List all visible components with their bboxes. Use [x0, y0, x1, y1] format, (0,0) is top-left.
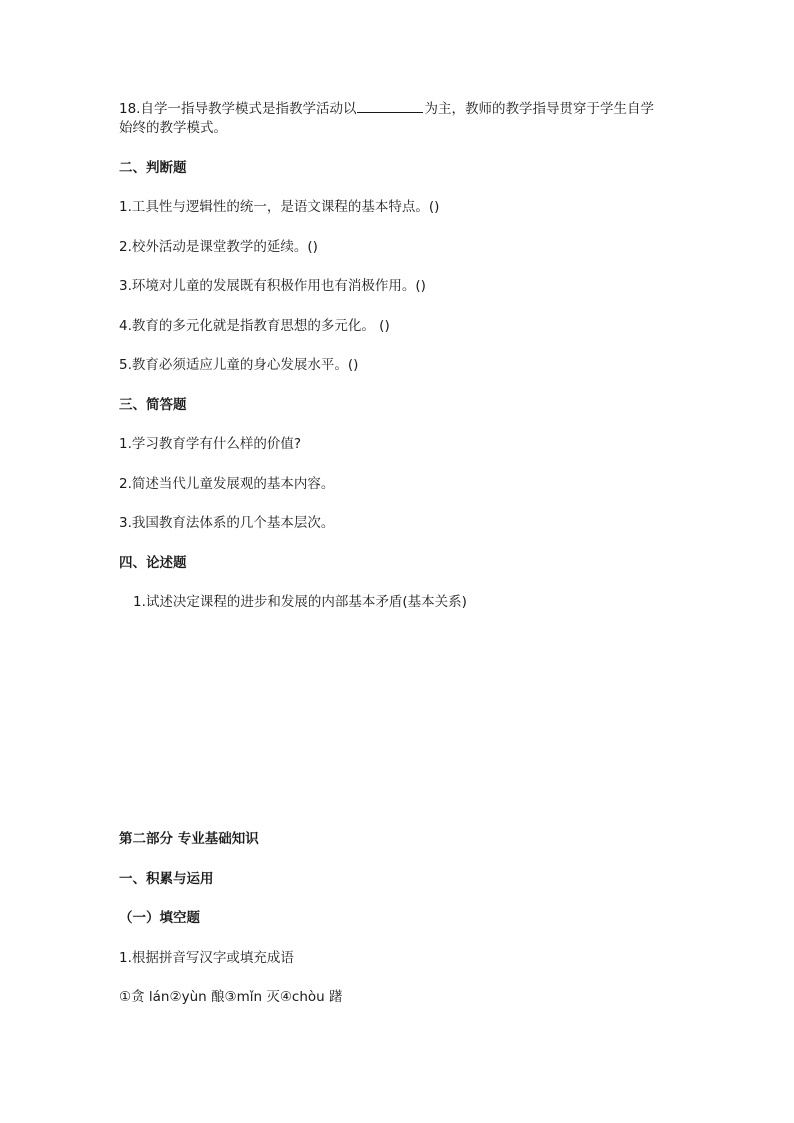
part2-question-1-items: ①贪 lán②yùn 酿③mǐn 灭④chòu 躇	[119, 989, 343, 1005]
section-title-judge: 二、判断题	[119, 160, 187, 176]
short-item: 3.我国教育法体系的几个基本层次。	[119, 515, 335, 531]
judge-item: 4.教育的多元化就是指教育思想的多元化。 ()	[119, 318, 390, 334]
q18-line1	[119, 98, 654, 119]
answer-blank[interactable]	[357, 98, 423, 113]
short-item: 1.学习教育学有什么样的价值?	[119, 436, 302, 452]
judge-item: 3.环境对儿童的发展既有积极作用也有消极作用。()	[119, 278, 426, 294]
part2-sub-subtitle: （一）填空题	[119, 910, 200, 926]
q18-line2: 始终的教学模式。	[119, 120, 227, 136]
q18-text-after: 为主，教师的教学指导贯穿于学生自学	[424, 101, 654, 117]
q18-text-before: 18.自学一指导教学模式是指教学活动以	[119, 101, 357, 117]
section-title-short: 三、简答题	[119, 397, 187, 413]
part2-question-1: 1.根据拼音写汉字或填充成语	[119, 950, 294, 966]
part2-title: 第二部分 专业基础知识	[119, 831, 259, 847]
section-title-essay: 四、论述题	[119, 555, 187, 571]
judge-item: 5.教育必须适应儿童的身心发展水平。()	[119, 357, 359, 373]
judge-item: 2.校外活动是课堂教学的延续。()	[119, 239, 318, 255]
part2-subtitle: 一、积累与运用	[119, 871, 214, 887]
judge-item: 1.工具性与逻辑性的统一，是语文课程的基本特点。()	[119, 199, 440, 215]
essay-item: 1.试述决定课程的进步和发展的内部基本矛盾(基本关系)	[133, 594, 467, 610]
short-item: 2.简述当代儿童发展观的基本内容。	[119, 476, 335, 492]
